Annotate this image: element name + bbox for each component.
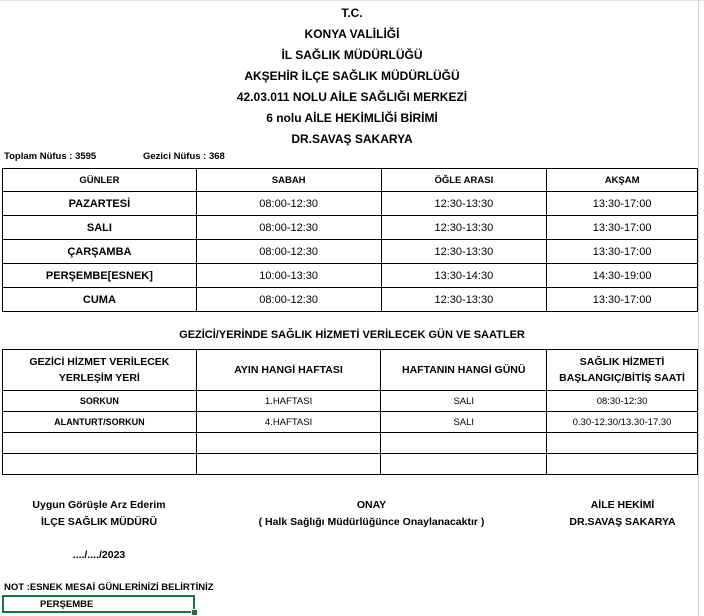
day-cell[interactable]: PAZARTESİ <box>3 192 197 216</box>
column-header-line: GEZİCİ HİZMET VERİLECEK <box>29 355 170 368</box>
flex-day-value[interactable]: PERŞEMBE <box>40 599 94 610</box>
column-header: GÜNLER <box>3 169 197 192</box>
hours-cell[interactable]: 0.30-12.30/13.30-17.30 <box>547 412 698 433</box>
column-header: AKŞAM <box>547 169 698 192</box>
date-field[interactable]: ..../..../2023 <box>72 549 126 561</box>
column-header <box>547 350 698 391</box>
column-header: HAFTANIN HANGİ GÜNÜ <box>381 350 547 391</box>
lunch-cell[interactable]: 12:30-13:30 <box>381 288 547 312</box>
table-header-row <box>3 350 698 391</box>
lunch-cell[interactable]: 12:30-13:30 <box>381 192 547 216</box>
evening-cell[interactable]: 13:30-17:00 <box>547 216 698 240</box>
family-doctor-title: AİLE HEKİMİ <box>590 499 655 511</box>
location-cell[interactable] <box>3 433 197 454</box>
table-row <box>3 391 698 412</box>
table-row <box>3 454 698 475</box>
location-cell[interactable]: SORKUN <box>3 391 197 412</box>
header-governorship: KONYA VALİLİĞİ <box>304 27 400 41</box>
morning-cell[interactable]: 08:00-12:30 <box>196 216 381 240</box>
header-district-directorate: AKŞEHİR İLÇE SAĞLIK MÜDÜRLÜĞÜ <box>244 69 460 83</box>
mobile-population: Gezici Nüfus : 368 <box>143 151 225 162</box>
approval-title: ONAY <box>356 499 387 511</box>
hours-cell[interactable] <box>547 433 698 454</box>
evening-cell[interactable]: 13:30-17:00 <box>547 240 698 264</box>
header-unit: 6 nolu AİLE HEKİMLİĞİ BİRİMİ <box>266 111 438 125</box>
evening-cell[interactable]: 14:30-19:00 <box>547 264 698 288</box>
selected-cell[interactable] <box>2 595 195 613</box>
approval-note: ( Halk Sağlığı Müdürlüğünce Onaylanacaktır ) <box>258 516 485 528</box>
weekday-cell[interactable] <box>381 454 547 475</box>
mobile-service-title: GEZİCİ/YERİNDE SAĞLIK HİZMETİ VERİLECEK GÜN VE SAATLER <box>179 329 525 341</box>
day-cell[interactable]: PERŞEMBE[ESNEK] <box>3 264 197 288</box>
table-row <box>3 433 698 454</box>
morning-cell[interactable]: 08:00-12:30 <box>196 240 381 264</box>
column-header-line: BAŞLANGIÇ/BİTİŞ SAATİ <box>559 372 685 384</box>
flex-hours-note: NOT :ESNEK MESAİ GÜNLERİNİZİ BELİRTİNİZ <box>4 582 214 593</box>
week-cell[interactable] <box>196 433 381 454</box>
table-row <box>3 412 698 433</box>
table-row <box>3 192 698 216</box>
lunch-cell[interactable]: 12:30-13:30 <box>381 240 547 264</box>
column-header: SABAH <box>196 169 381 192</box>
week-cell[interactable]: 1.HAFTASI <box>196 391 381 412</box>
day-cell[interactable]: SALI <box>3 216 197 240</box>
sheet-top-border <box>0 0 704 1</box>
hours-cell[interactable] <box>547 454 698 475</box>
district-director-title: İLÇE SAĞLIK MÜDÜRÜ <box>40 516 158 528</box>
column-header-line: SAĞLIK HİZMETİ <box>579 355 665 368</box>
location-cell[interactable] <box>3 454 197 475</box>
evening-cell[interactable]: 13:30-17:00 <box>547 192 698 216</box>
approval-request-text: Uygun Görüşle Arz Ederim <box>32 499 166 511</box>
family-doctor-name: DR.SAVAŞ SAKARYA <box>569 516 676 528</box>
week-cell[interactable]: 4.HAFTASI <box>196 412 381 433</box>
table-row <box>3 240 698 264</box>
day-cell[interactable]: ÇARŞAMBA <box>3 240 197 264</box>
column-header <box>3 350 197 391</box>
morning-cell[interactable]: 10:00-13:30 <box>196 264 381 288</box>
hours-cell[interactable]: 08:30-12:30 <box>547 391 698 412</box>
table-header-row <box>3 169 698 192</box>
lunch-cell[interactable]: 12:30-13:30 <box>381 216 547 240</box>
day-cell[interactable]: CUMA <box>3 288 197 312</box>
fill-handle[interactable] <box>191 609 198 616</box>
weekday-cell[interactable]: SALI <box>381 391 547 412</box>
header-health-center: 42.03.011 NOLU AİLE SAĞLIĞI MERKEZİ <box>236 90 468 104</box>
lunch-cell[interactable]: 13:30-14:30 <box>381 264 547 288</box>
morning-cell[interactable]: 08:00-12:30 <box>196 288 381 312</box>
week-cell[interactable] <box>196 454 381 475</box>
evening-cell[interactable]: 13:30-17:00 <box>547 288 698 312</box>
table-row <box>3 264 698 288</box>
column-header: ÖĞLE ARASI <box>381 169 547 192</box>
header-provincial-directorate: İL SAĞLIK MÜDÜRLÜĞÜ <box>281 48 423 62</box>
morning-cell[interactable]: 08:00-12:30 <box>196 192 381 216</box>
mobile-service-table <box>2 349 698 475</box>
total-population: Toplam Nüfus : 3595 <box>4 151 97 162</box>
table-row <box>3 216 698 240</box>
header-tc: T.C. <box>341 6 363 20</box>
location-cell[interactable]: ALANTURT/SORKUN <box>3 412 197 433</box>
weekday-cell[interactable]: SALI <box>381 412 547 433</box>
header-doctor: DR.SAVAŞ SAKARYA <box>291 132 413 146</box>
working-hours-table <box>2 168 698 312</box>
column-header-line: YERLEŞİM YERİ <box>58 372 140 384</box>
table-row <box>3 288 698 312</box>
column-header: AYIN HANGİ HAFTASI <box>196 350 381 391</box>
weekday-cell[interactable] <box>381 433 547 454</box>
